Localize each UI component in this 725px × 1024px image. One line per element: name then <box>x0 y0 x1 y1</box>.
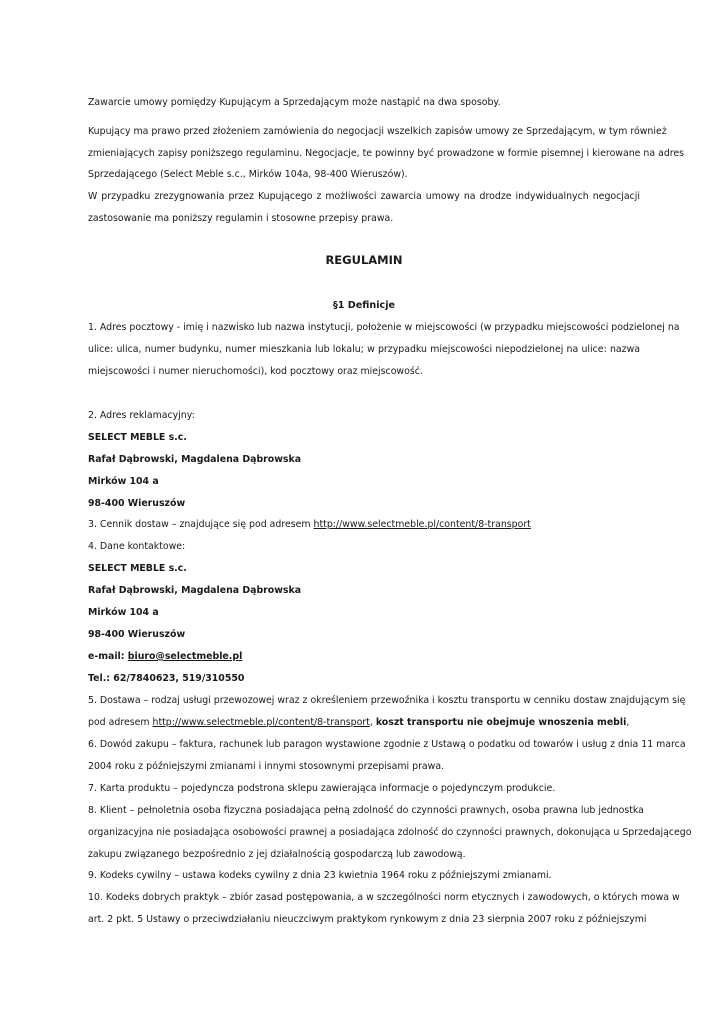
definition-text: 3. Cennik dostaw – znajdujące się pod adresem <box>88 519 314 530</box>
company-name: SELECT MEBLE s.c. <box>88 432 187 443</box>
separator: , <box>369 717 376 728</box>
definition-line: 7. Karta produktu – pojedyncza podstrona sklepu zawierająca informacje o pojedynczym produkcie. <box>88 783 556 794</box>
definition-line: 6. Dowód zakupu – faktura, rachunek lub paragon wystawione zgodnie z Ustawą o podatku od towarów i usług z dnia 11 marca <box>88 739 686 750</box>
transport-link[interactable]: http://www.selectmeble.pl/content/8-transport <box>152 717 370 728</box>
definition-text: pod adresem <box>88 717 153 728</box>
street-address: Mirków 104 a <box>88 607 159 618</box>
section-heading: §1 Definicje <box>333 300 395 311</box>
definition-line: zakupu związanego bezpośrednio z jej działalnością gospodarczą lub zawodową. <box>88 849 466 860</box>
definition-line: 5. Dostawa – rodzaj usługi przewozowej wraz z określeniem przewoźnika i kosztu transportu w cenniku dostaw znajdującym się <box>88 695 686 706</box>
definition-line: art. 2 pkt. 5 Ustawy o przeciwdziałaniu nieuczciwym praktykom rynkowym z dnia 23 sierpnia 2007 roku z późniejszymi <box>88 914 647 925</box>
owner-names: Rafał Dąbrowski, Magdalena Dąbrowska <box>88 454 302 465</box>
intro-line: Sprzedającego (Select Meble s.c., Mirków 104a, 98-400 Wieruszów). <box>88 169 408 180</box>
intro-line: Zawarcie umowy pomiędzy Kupującym a Sprzedającym może nastąpić na dwa sposoby. <box>88 97 501 108</box>
definition-line: 9. Kodeks cywilny – ustawa kodeks cywilny z dnia 23 kwietnia 1964 roku z późniejszymi zmianami. <box>88 870 552 881</box>
definition-line: 10. Kodeks dobrych praktyk – zbiór zasad postępowania, a w szczególności norm etycznych i zawodowych, o których mowa w <box>88 892 680 903</box>
owner-names: Rafał Dąbrowski, Magdalena Dąbrowska <box>88 585 302 596</box>
intro-line: W przypadku zrezygnowania przez Kupującego z możliwości zawarcia umowy na drodze indywidualnych negocjacji <box>88 191 640 202</box>
email-line <box>88 650 640 663</box>
definition-line <box>88 716 640 729</box>
intro-line: zastosowanie ma poniższy regulamin i stosowne przepisy prawa. <box>88 213 394 224</box>
phone-line: Tel.: 62/7840623, 519/310550 <box>88 673 245 684</box>
street-address: Mirków 104 a <box>88 476 159 487</box>
definition-line: 1. Adres pocztowy - imię i nazwisko lub nazwa instytucji, położenie w miejscowości (w przypadku miejscowości podzielonej na <box>88 322 680 333</box>
definition-line: 2004 roku z późniejszymi zmianami i innymi stosownymi przepisami prawa. <box>88 761 445 772</box>
definition-line: organizacyjna nie posiadająca osobowości prawnej a posiadająca zdolność do czynności prawnych, dokonująca u Sprzedającego <box>88 827 692 838</box>
definition-line: ulice: ulica, numer budynku, numer mieszkania lub lokalu; w przypadku miejscowości niepodzielonej na ulice: nazwa <box>88 344 640 355</box>
city-address: 98-400 Wieruszów <box>88 629 186 640</box>
definition-line <box>88 518 640 531</box>
definition-line: 8. Klient – pełnoletnia osoba fizyczna posiadająca pełną zdolność do czynności prawnych, osoba prawna lub jednostka <box>88 805 644 816</box>
company-name: SELECT MEBLE s.c. <box>88 563 187 574</box>
document-title: REGULAMIN <box>325 253 403 267</box>
email-label: e-mail: <box>88 651 128 662</box>
definition-label: 4. Dane kontaktowe: <box>88 541 186 552</box>
intro-line: zmieniających zapisy poniższego regulaminu. Negocjacje, te powinny być prowadzone w formie pisemnej i kierowane na adres <box>88 148 685 159</box>
definition-label: 2. Adres reklamacyjny: <box>88 410 195 421</box>
separator: , <box>626 717 630 728</box>
intro-line: Kupujący ma prawo przed złożeniem zamówienia do negocjacji wszelkich zapisów umowy ze Sprzedającym, w tym również <box>88 126 667 137</box>
transport-note: koszt transportu nie obejmuje wnoszenia mebli <box>375 717 627 728</box>
transport-link[interactable]: http://www.selectmeble.pl/content/8-transport <box>313 519 531 530</box>
email-link[interactable]: biuro@selectmeble.pl <box>127 651 243 662</box>
definition-line: miejscowości i numer nieruchomości), kod pocztowy oraz miejscowość. <box>88 366 423 377</box>
city-address: 98-400 Wieruszów <box>88 498 186 509</box>
